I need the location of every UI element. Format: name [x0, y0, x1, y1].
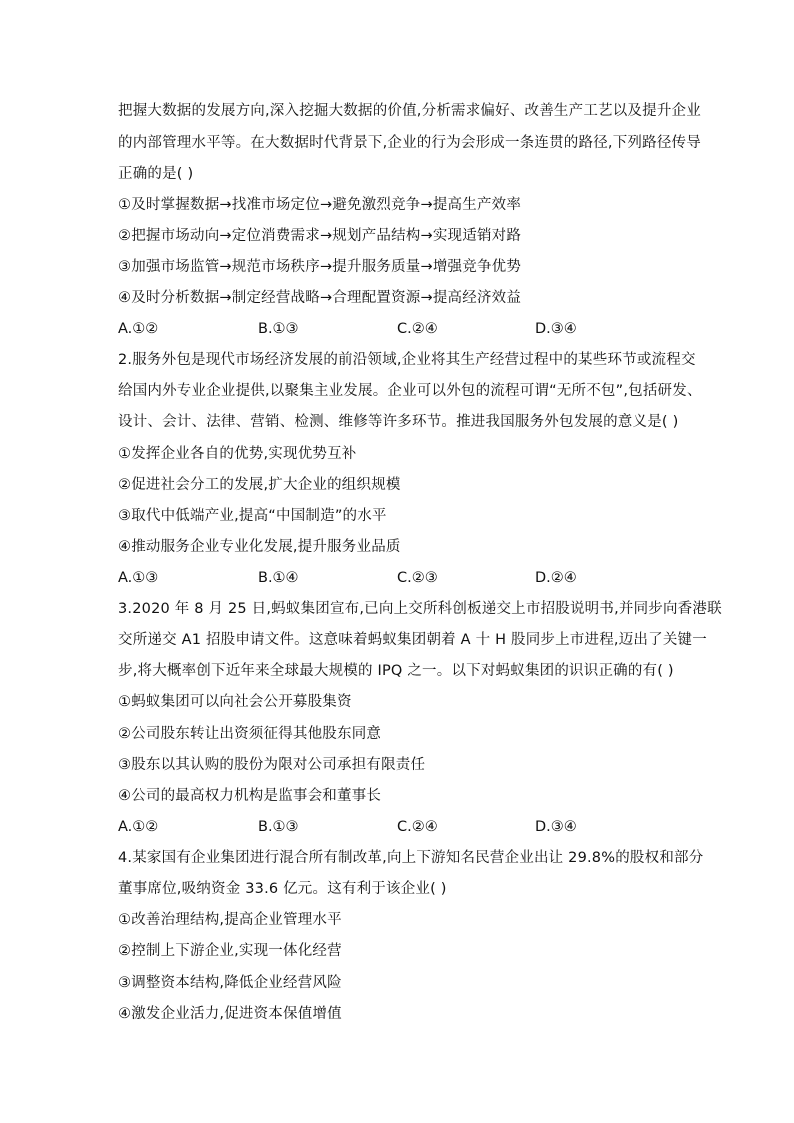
q3-stem-line-1: 3.2020 年 8 月 25 日,蚂蚁集团宣布,已向上交所科创板递交上市招股说明书,并同步向香港联	[118, 601, 722, 617]
q3-option-c: C.②④	[397, 819, 438, 835]
q4-item-1: ①改善治理结构,提高企业管理水平	[118, 912, 342, 928]
q3-option-b: B.①③	[258, 819, 299, 835]
q3-item-2: ②公司股东转让出资须征得其他股东同意	[118, 726, 382, 742]
q3-stem-line-3: 步,将大概率创下近年来全球最大规模的 IPQ 之一。以下对蚂蚁集团的识识正确的有( )	[118, 663, 674, 679]
q2-options	[118, 568, 678, 588]
intro-item-1: ①及时掌握数据→找准市场定位→避免激烈竞争→提高生产效率	[118, 197, 522, 213]
q2-item-3: ③取代中低端产业,提高“中国制造”的水平	[118, 508, 387, 524]
q2-item-4: ④推动服务企业专业化发展,提升服务业品质	[118, 539, 401, 555]
q4-item-3: ③调整资本结构,降低企业经营风险	[118, 975, 342, 991]
intro-stem-line-1: 把握大数据的发展方向,深入挖掘大数据的价值,分析需求偏好、改善生产工艺以及提升企业	[118, 103, 701, 119]
q2-option-c: C.②③	[397, 570, 438, 586]
q3-option-a: A.①②	[118, 819, 159, 835]
intro-stem-line-3: 正确的是( )	[118, 166, 194, 182]
intro-option-a: A.①②	[118, 321, 159, 337]
q3-stem-line-2: 交所递交 A1 招股申请文件。这意味着蚂蚁集团朝着 A 十 H 股同步上市进程,迈出了关键一	[118, 632, 707, 648]
q2-stem-line-3: 设计、会计、法律、营销、检测、维修等许多环节。推进我国服务外包发展的意义是( )	[118, 414, 679, 430]
q4-item-2: ②控制上下游企业,实现一体化经营	[118, 943, 342, 959]
intro-option-d: D.③④	[535, 321, 577, 337]
intro-option-b: B.①③	[258, 321, 299, 337]
q4-item-4: ④激发企业活力,促进资本保值增值	[118, 1006, 342, 1022]
intro-item-4: ④及时分析数据→制定经营战略→合理配置资源→提高经济效益	[118, 290, 522, 306]
q2-item-1: ①发挥企业各自的优势,实现优势互补	[118, 446, 357, 462]
q3-item-4: ④公司的最高权力机构是监事会和董事长	[118, 788, 382, 804]
intro-item-3: ③加强市场监管→规范市场秩序→提升服务质量→增强竞争优势	[118, 259, 522, 275]
intro-options	[118, 319, 678, 339]
q4-stem-line-1: 4.某家国有企业集团进行混合所有制改革,向上下游知名民营企业出让 29.8%的股权和部分	[118, 850, 704, 866]
intro-option-c: C.②④	[397, 321, 438, 337]
q4-stem-line-2: 董事席位,吸纳资金 33.6 亿元。这有利于该企业( )	[118, 881, 447, 897]
q2-item-2: ②促进社会分工的发展,扩大企业的组织规模	[118, 477, 401, 493]
q2-option-a: A.①③	[118, 570, 159, 586]
q3-options	[118, 817, 678, 837]
q3-option-d: D.③④	[535, 819, 577, 835]
q3-item-1: ①蚂蚁集团可以向社会公开募股集资	[118, 694, 352, 710]
q2-stem-line-2: 给国内外专业企业提供,以聚集主业发展。企业可以外包的流程可谓“无所不包”,包括研发、	[118, 383, 702, 399]
q2-stem-line-1: 2.服务外包是现代市场经济发展的前沿领域,企业将其生产经营过程中的某些环节或流程交	[118, 352, 696, 368]
q2-option-b: B.①④	[258, 570, 299, 586]
q2-option-d: D.②④	[535, 570, 577, 586]
q3-item-3: ③股东以其认购的股份为限对公司承担有限责任	[118, 757, 426, 773]
intro-item-2: ②把握市场动向→定位消费需求→规划产品结构→实现适销对路	[118, 228, 522, 244]
intro-stem-line-2: 的内部管理水平等。在大数据时代背景下,企业的行为会形成一条连贯的路径,下列路径传导	[118, 135, 701, 151]
